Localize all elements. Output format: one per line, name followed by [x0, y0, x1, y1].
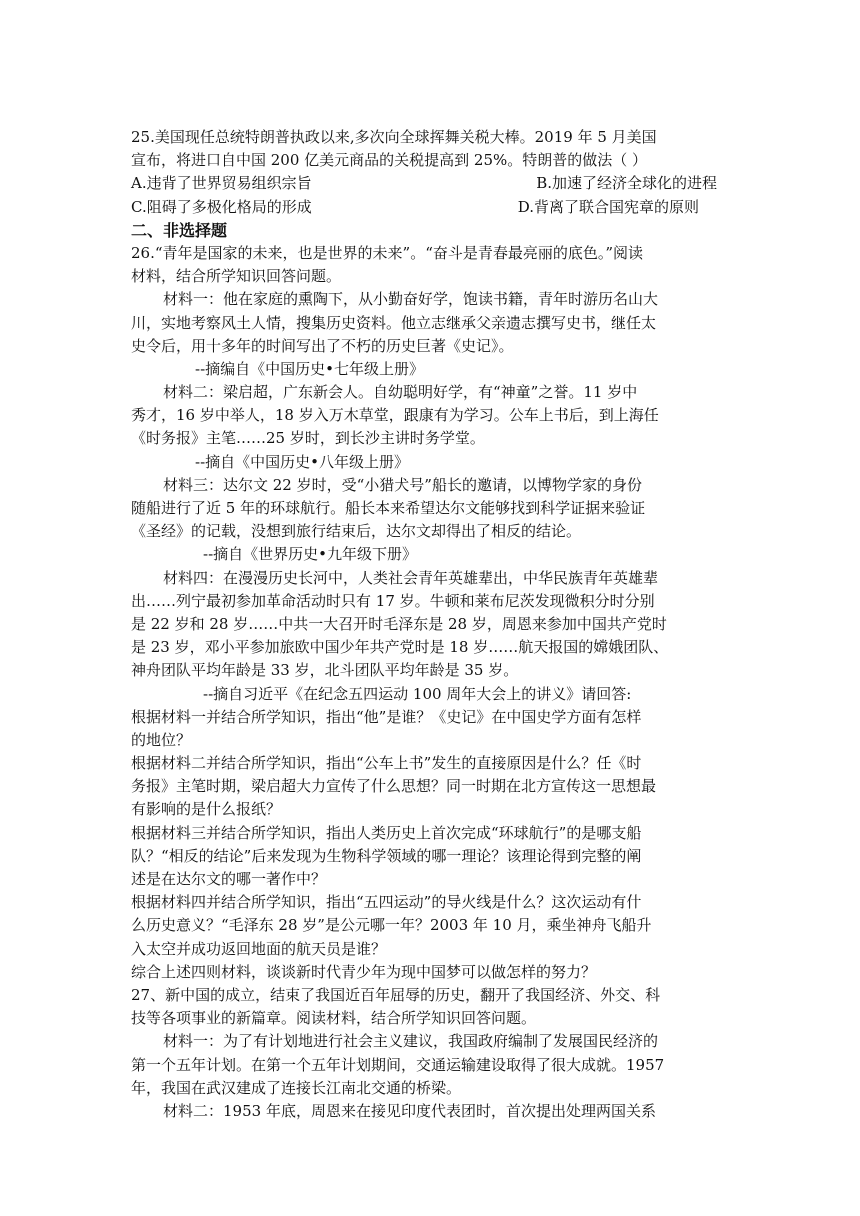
q27-material-2-line-1: 材料二：1953 年底，周恩来在接见印度代表团时，首次提出处理两国关系 — [163, 1101, 656, 1120]
material-3-source: --摘自《世界历史•九年级下册》 — [203, 545, 417, 564]
option-d[interactable]: D.背离了联合国宪章的原则 — [517, 197, 699, 216]
question-27-intro-line-2: 技等各项事业的新篇章。阅读材料，结合所学知识回答问题。 — [131, 1009, 537, 1028]
sub-question-2 — [131, 752, 741, 822]
material-3-line-2: 随船进行了近 5 年的环球航行。船长本来希望达尔文能够找到科学证据来验证 — [131, 499, 646, 517]
question-25-stem-line-2: 宣布，将进口自中国 200 亿美元商品的关税提高到 25%。特朗普的做法（ ） — [131, 151, 648, 170]
material-2-line-3: 《时务报》主笔……25 岁时，到长沙主讲时务学堂。 — [131, 429, 485, 448]
material-3-line-1: 材料三：达尔文 22 岁时，受“小猎犬号”船长的邀请，以博物学家的身份 — [163, 475, 642, 494]
sub-question-3-line-2: 队？“相反的结论”后来发现为生物科学领域的哪一理论？该理论得到完整的阐 — [131, 846, 642, 865]
question-27-intro-line-1: 27、新中国的成立，结束了我国近百年屈辱的历史，翻开了我国经济、外交、科 — [131, 985, 661, 1004]
material-2 — [131, 381, 741, 474]
sub-question-4-line-1: 根据材料四并结合所学知识，指出“五四运动”的导火线是什么？这次运动有什 — [131, 893, 642, 912]
q27-material-1-line-3: 年，我国在武汉建成了连接长江南北交通的桥梁。 — [131, 1078, 462, 1097]
q27-material-1-line-1: 材料一：为了有计划地进行社会主义建议，我国政府编制了发展国民经济的 — [163, 1032, 659, 1051]
sub-question-1-line-1: 根据材料一并结合所学知识，指出“他”是谁？《史记》在中国史学方面有怎样 — [131, 707, 642, 726]
document-body — [131, 126, 741, 1123]
option-b[interactable]: B.加速了经济全球化的进程 — [536, 174, 717, 193]
material-1 — [131, 288, 741, 381]
q27-material-1-line-2: 第一个五年计划。在第一个五年计划期间，交通运输建设取得了很大成就。1957 — [131, 1055, 665, 1074]
sub-question-3-line-3: 述是在达尔文的哪一著作中？ — [131, 870, 327, 888]
sub-question-1-line-2: 的地位？ — [131, 730, 192, 749]
material-3 — [131, 474, 741, 567]
material-2-line-2: 秀才，16 岁中举人，18 岁入万木草堂，跟康有为学习。公车上书后，到上海任 — [131, 406, 659, 425]
question-25-stem-line-1: 25.美国现任总统特朗普执政以来,多次向全球挥舞关税大棒。2019 年 5 月美国 — [131, 128, 657, 146]
material-1-line-1: 材料一：他在家庭的熏陶下，从小勤奋好学，饱读书籍，青年时游历名山大 — [163, 290, 659, 309]
question-25 — [131, 126, 741, 219]
material-4-line-2: 出……列宁最初参加革命活动时只有 17 岁。牛顿和莱布尼茨发现微积分时分别 — [131, 591, 655, 610]
q27-material-1 — [131, 1030, 741, 1100]
material-1-line-2: 川，实地考察风土人情，搜集历史资料。他立志继承父亲遗志撰写史书，继任太 — [131, 313, 657, 332]
option-a[interactable]: A.违背了世界贸易组织宗旨 — [131, 174, 312, 193]
material-1-source: --摘编自《中国历史•七年级上册》 — [195, 359, 424, 378]
document-page — [0, 126, 860, 1123]
q27-material-2 — [131, 1100, 741, 1123]
material-4-line-3: 是 22 岁和 28 岁……中共一大召开时毛泽东是 28 岁，周恩来参加中国共产党时 — [131, 614, 667, 633]
sub-question-2-line-2: 务报》主笔时期，梁启超大力宣传了什么思想？同一时期在北方宣传这一思想最 — [131, 777, 657, 796]
material-1-line-3: 史令后，用十多年的时间写出了不朽的历史巨著《史记》。 — [131, 336, 514, 355]
sub-question-3 — [131, 822, 741, 892]
sub-question-4-line-2: 么历史意义？“毛泽东 28 岁”是公元哪一年？2003 年 10 月，乘坐神舟飞船升 — [131, 916, 652, 935]
sub-question-3-line-1: 根据材料三并结合所学知识，指出人类历史上首次完成“环球航行”的是哪支船 — [131, 823, 642, 842]
material-4-source: --摘自习近平《在纪念五四运动 100 周年大会上的讲义》请回答: — [203, 684, 632, 703]
question-27 — [131, 984, 741, 1123]
question-26-intro-line-2: 材料，结合所学知识回答问题。 — [131, 267, 342, 286]
material-4-line-4: 是 23 岁，邓小平参加旅欧中国少年共产党时是 18 岁……航天报国的嫦娥团队、 — [131, 638, 669, 657]
material-4 — [131, 567, 741, 706]
section-heading-non-choice: 二、非选择题 — [131, 220, 228, 240]
material-4-line-1: 材料四：在漫漫历史长河中，人类社会青年英雄辈出，中华民族青年英雄辈 — [163, 568, 659, 587]
sub-question-2-line-1: 根据材料二并结合所学知识，指出“公车上书”发生的直接原因是什么？任《时 — [131, 754, 642, 773]
sub-question-2-line-3: 有影响的是什么报纸？ — [131, 800, 282, 819]
sub-question-4-line-3: 入太空并成功返回地面的航天员是谁？ — [131, 939, 387, 958]
material-2-line-1: 材料二：梁启超，广东新会人。自幼聪明好学，有“神童”之誉。11 岁中 — [163, 383, 638, 402]
question-25-options-row-2 — [131, 196, 741, 219]
question-25-options-row-1 — [131, 172, 741, 195]
option-c[interactable]: C.阻碍了多极化格局的形成 — [131, 197, 312, 216]
sub-question-1 — [131, 706, 741, 752]
question-26 — [131, 242, 741, 984]
material-2-source: --摘自《中国历史•八年级上册》 — [195, 452, 409, 471]
material-4-line-5: 神舟团队平均年龄是 33 岁，北斗团队平均年龄是 35 岁。 — [131, 661, 519, 680]
question-26-intro-line-1: 26.“青年是国家的未来，也是世界的未来”。“奋斗是青春最亮丽的底色。”阅读 — [131, 243, 644, 262]
material-3-line-3: 《圣经》的记载，没想到旅行结束后，达尔文却得出了相反的结论。 — [131, 522, 582, 541]
sub-question-5: 综合上述四则材料，谈谈新时代青少年为现中国梦可以做怎样的努力？ — [131, 962, 597, 981]
sub-question-4 — [131, 891, 741, 961]
